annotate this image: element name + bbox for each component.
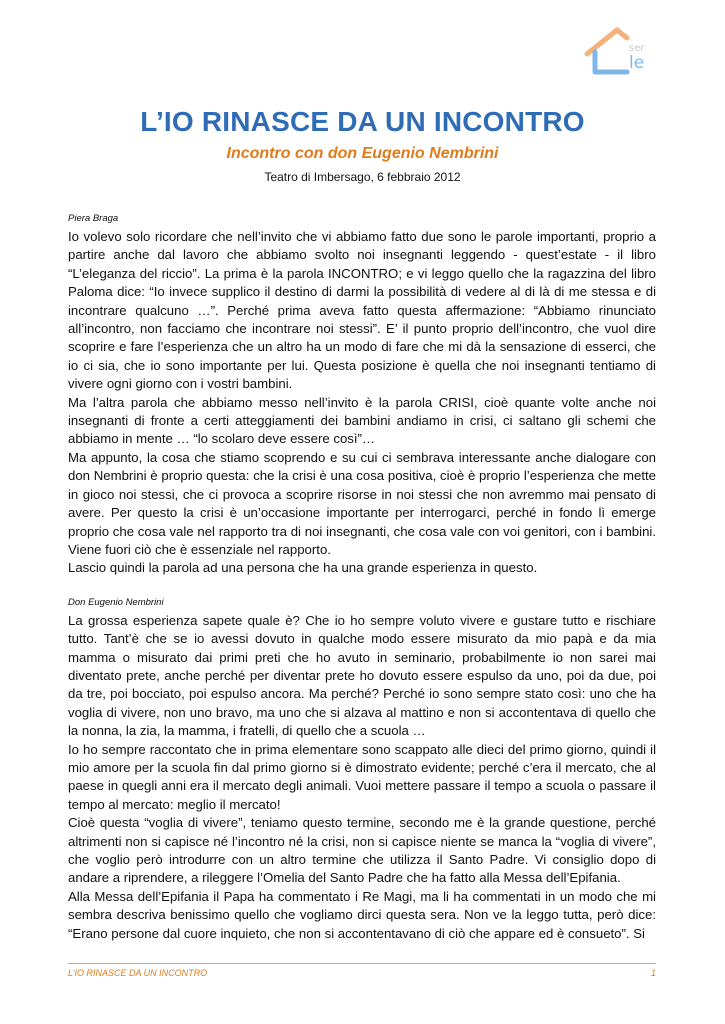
- house-logo-icon: [583, 24, 657, 76]
- speaker-name: Piera Braga: [68, 213, 119, 224]
- footer-divider: [68, 963, 656, 964]
- paragraph: Io ho sempre raccontato che in prima elementare sono scappato alle dieci del primo giorno, quindi il mio amore per la scuola fin dal primo giorno si è dimostrato evidente; perché c’era il mercato, che al paese in quegli anni era il mercato degli animali. Vuoi mettere passare il tempo a scuola o passare il tempo al mercato: meglio il mercato!: [68, 741, 656, 812]
- paragraph: Ma l’altra parola che abbiamo messo nell’invito è la parola CRISI, cioè quante volte anche noi insegnanti di fronte a certi atteggiamenti dei bambini andiamo in crisi, ci saltano gli schemi che abbiamo in mente … “lo scolaro deve essere così”…: [68, 394, 656, 447]
- page-number: 1: [650, 968, 656, 978]
- event-venue-date: Teatro di Imbersago, 6 febbraio 2012: [264, 170, 461, 184]
- paragraph: Lascio quindi la parola ad una persona che ha una grande esperienza in questo.: [68, 560, 538, 576]
- transcript-section: [68, 597, 656, 943]
- page-subtitle: Incontro con don Eugenio Nembrini: [226, 145, 499, 162]
- transcript-body: [68, 213, 656, 962]
- speaker-name: Don Eugenio Nembrini: [68, 596, 164, 608]
- paragraph: Alla Messa dell’Epifania il Papa ha commentato i Re Magi, ma li ha commentati in un modo che mi sembra descriva benissimo quello che vogliamo dirci questa sera. Non ve la leggo tutta, però dice: “Erano persone dal cuore inquieto, che non si accontentavano di ciò che appare ed è consueto”. Si: [68, 888, 656, 941]
- logo-small-text: ser: [629, 43, 645, 54]
- page-title: L’IO RINASCE DA UN INCONTRO: [140, 106, 585, 137]
- paragraph: Cioè questa “voglia di vivere”, teniamo questo termine, secondo me è la grande questione, perché altrimenti non si capisce né l’incontro né la crisi, non si capisce niente se manca la “voglia di vivere”, che voglio però introdurre con un altro termine che utilizza il Santo Padre. Vi consiglio dopo di andare a riprendere, a rileggere l’Omelia del Santo Padre che ha fatto alla Messa dell’Epifania.: [68, 815, 656, 886]
- paragraph: Io volevo solo ricordare che nell’invito che vi abbiamo fatto due sono le parole importanti, proprio a partire anche dal lavoro che abbiamo svolto noi insegnanti leggendo - quest’estate - il libro “L’eleganza del riccio”. La prima è la parola INCONTRO; e vi leggo quello che la ragazzina del libro Paloma dice: “Io invece supplico il destino di darmi la possibilità di vedere al di là di me stessa e di incontrare qualcuno …”. Perché prima aveva fatto questa affermazione: “Abbiamo rinunciato all’incontro, non facciamo che incontrare noi stessi”. E’ il punto proprio dell’incontro, che vuol dire scoprire e fare l’esperienza che un altro ha un modo di fare che mi dà la sensazione di esserci, che io ci sia, che io sono importante per lui. Questa posizione è quella che noi insegnanti tentiamo di vivere ogni giorno con i vostri bambini.: [68, 229, 656, 392]
- transcript-section: [68, 213, 656, 578]
- logo-text: le: [629, 53, 645, 73]
- paragraph: Ma appunto, la cosa che stiamo scoprendo e su cui ci sembrava interessante anche dialogare con don Nembrini è proprio questa: che la crisi è una cosa positiva, cioè è proprio l’esperienza che mette in gioco noi stessi, che ci provoca a scoprire risorse in noi stessi che non avremmo mai pensato di avere. Per questo la crisi è un’occasione importante per interrogarci, perché in fondo lì emerge proprio che cosa vale nel rapporto tra di noi insegnanti, che cosa vale con voi genitori, con i bambini. Viene fuori ciò che è essenziale nel rapporto.: [68, 449, 656, 557]
- footer-title: L’IO RINASCE DA UN INCONTRO: [68, 968, 208, 978]
- paragraph: La grossa esperienza sapete quale è? Che io ho sempre voluto vivere e gustare tutto e rischiare tutto. Tant’è che se io avessi dovuto in qualche modo essere misurato da mio papà e da mia mamma o misurato dai primi preti che ho avuto in seminario, probabilmente io non sarei mai diventato prete, anche perché per diventar prete ho dovuto essere espulso da uno, poi da due, poi da tre, poi bocciato, poi espulso ancora. Ma perché? Perché io sono sempre stato così: uno che ha voglia di vivere, non uno bravo, ma uno che si alzava al mattino e non si accontentava di quello che la nonna, la zia, la mamma, i fratelli, di quello che a scuola …: [68, 612, 656, 739]
- document-header: [60, 106, 665, 184]
